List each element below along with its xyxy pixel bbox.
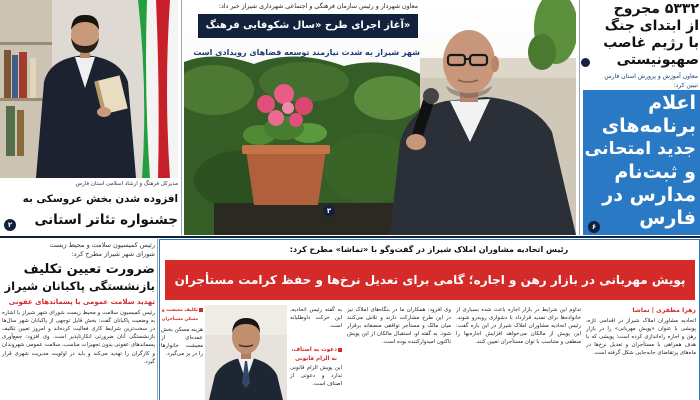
headline-line: و ثبت‌نام xyxy=(614,161,696,183)
side-column xyxy=(161,306,203,400)
narrow-body-top: به گفته رئیس اتحادیه، این حرکت داوطلبانه است. xyxy=(290,307,342,330)
kicker-line: تبیین کرد: xyxy=(673,82,698,89)
headline-line: از ابتدای جنگ xyxy=(604,18,699,34)
column-divider xyxy=(579,0,580,235)
section-divider xyxy=(0,236,700,238)
headline-line: جشنواره تئاتر استانی xyxy=(34,212,178,228)
headline-line: با رژیم غاصب xyxy=(603,35,699,51)
headline-line: مدارس در xyxy=(602,184,696,206)
headline-puppet-theatre xyxy=(22,189,178,233)
kicker-line: رئیس کمیسیون سلامت و محیط زیست xyxy=(49,241,155,249)
side-body: هزینه مسکن بخش عمده‌ای از معیشت خانوارها را در بر می‌گیرد. xyxy=(161,327,203,358)
byline: زهرا مظفری | تماشا xyxy=(632,307,696,314)
kicker-rent: رئیس اتحادیه مشاوران املاک شیراز در گفت‌وگو با «تماشا» مطرح کرد: xyxy=(289,245,569,254)
headline-rent-campaign: پویش مهربانی در بازار رهن و اجاره؛ گامی برای تعدیل نرخ‌ها و حفظ کرامت مستأجران xyxy=(165,260,695,300)
official-portrait-photo xyxy=(0,0,178,178)
page-ref-badge: ۳ xyxy=(323,205,335,217)
article-column: اتحادیه مشاوران املاک شیراز در اقدامی تازه، پویشی با عنوان «پویش مهربانی» را در بازار رهن و اجاره راه‌اندازی کرده است؛ پویشی که با هدف همراهی با مستأجران و تعدیل نرخ‌ها در ماه‌های پرتقاضای جابه‌جایی شکل گرفته است. xyxy=(586,318,696,357)
subheading: دعوت به اصناف، نه الزام قانونی xyxy=(291,347,337,362)
article-body: رئیس کمیسیون سلامت و محیط زیست شورای شهر شیراز با اشاره به وضعیت پاکبانان گفت: بخش قابل توجهی از پاکبانان شهر سال‌ها در سخت‌ترین شرایط کاری فعالیت کرده‌اند و امروز تعیین تکلیف بازنشستگی آنان ضرورتی انکارناپذیر است. وی افزود: جمع‌آوری پسماندهای عفونی بدون تجهیزات مناسب، سلامت عمومی شهروندان و کارگران را تهدید می‌کند و باید در اولویت مدیریت شهری قرار گیرد. xyxy=(2,310,155,365)
article-column: تداوم این شرایط در بازار اجاره باعث شده بسیاری از خانواده‌ها برای تمدید قرارداد با دشواری روبه‌رو شوند. رئیس اتحادیه مشاوران املاک شیراز در این باره گفت: این پویش از مالکان می‌خواهد افزایش اجاره‌بها را منطقی و متناسب با توان مستأجران تعیین کنند. xyxy=(456,307,581,346)
headline-line: ضرورت تعیین تکلیف xyxy=(23,262,155,277)
page-ref-badge: ۲ xyxy=(4,219,16,231)
headline-exams-box xyxy=(583,90,700,235)
headline-casualties xyxy=(582,1,699,71)
circle-number-icon xyxy=(581,58,590,67)
subheadline: شهر شیراز به شدت نیازمند توسعه فضاهای رویدادی است xyxy=(193,48,420,57)
column-divider xyxy=(181,0,182,235)
headline-line: فارس xyxy=(639,207,696,229)
side-title xyxy=(161,306,203,324)
subheadline-red: تهدید سلامت عمومی با پسماندهای عفونی xyxy=(8,298,155,306)
side-title-line: تکلیف معیشت و xyxy=(161,308,198,313)
narrow-column xyxy=(290,306,342,400)
headline-sanitation-workers xyxy=(2,261,155,295)
headline-line: جدید امتحانی xyxy=(585,139,696,159)
kicker-exams xyxy=(583,72,698,90)
headline-line: ۵۳۳۲ مجروح xyxy=(613,1,699,17)
headline-line: اعلام xyxy=(648,92,696,114)
headline-line: بازنشستگی پاکبانان شیراز xyxy=(4,279,155,293)
kicker-line: شورای شهر شیراز مطرح کرد: xyxy=(71,250,155,258)
photo-caption: مدیرکل فرهنگ و ارشاد اسلامی استان فارس xyxy=(75,181,178,187)
headline-line: برنامه‌های xyxy=(601,115,696,137)
narrow-body-bottom: این پویش الزام قانونی ندارد و دعوتی از اصناف است. xyxy=(290,365,342,388)
union-head-portrait xyxy=(205,305,287,400)
lead-column xyxy=(586,306,696,400)
iranian-flag xyxy=(138,0,178,178)
headline-line: صهیونیستی xyxy=(616,52,699,68)
page-ref-badge: ۶ xyxy=(588,221,600,233)
side-title-line: مسکن مستأجران xyxy=(161,317,198,322)
article-column: وی افزود: همکاران ما در بنگاه‌های املاک نیز در این طرح مشارکت دارند و تلاش می‌کنند میان مالک و مستأجر توافقی منصفانه برقرار شود. به گفته او، استقبال مالکان از این پویش تاکنون امیدوارکننده بوده است. xyxy=(347,307,451,346)
kicker: معاون شهردار و رئیس سازمان فرهنگی و اجتماعی شهرداری شیراز خبر داد: xyxy=(218,3,418,10)
kicker-line: معاون آموزش و پرورش استان فارس xyxy=(604,73,698,80)
subheading-block xyxy=(290,346,342,363)
kicker-sanitation xyxy=(2,241,155,259)
headline-line: افزوده شدن بخش عروسکی به xyxy=(22,193,178,205)
column-divider xyxy=(157,239,158,400)
headline-culture-year: آغاز اجرای طرح «سال شکوفایی فرهنگ» xyxy=(198,14,418,38)
